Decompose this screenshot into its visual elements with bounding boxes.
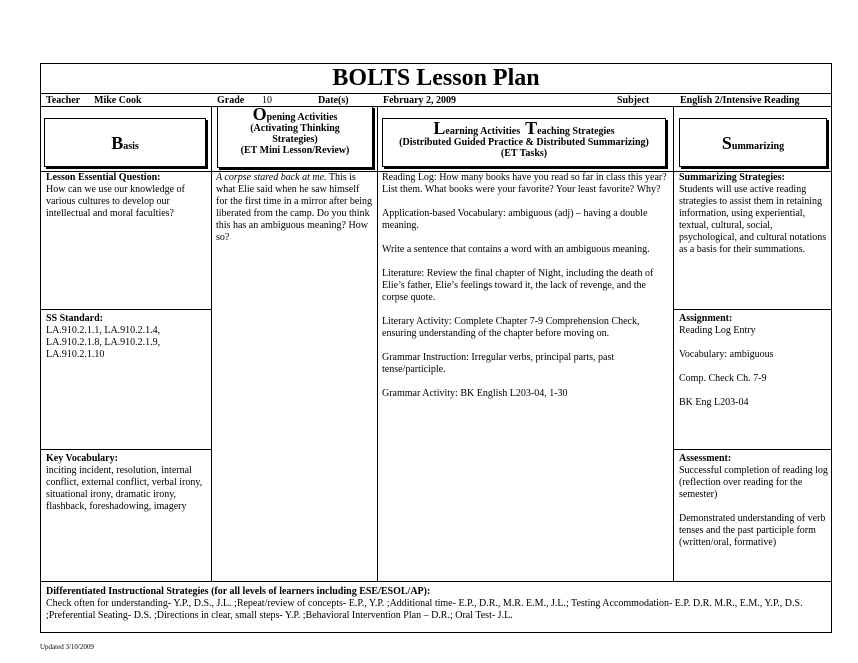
grade-value: 10 xyxy=(262,95,272,106)
teacher-name: Mike Cook xyxy=(94,95,142,106)
learning-line2: (Distributed Guided Practice & Distributed Summarizing) xyxy=(399,137,649,148)
key-vocabulary-line2: situational irony, dramatic irony, flashback, foreshadowing, imagery xyxy=(46,489,187,512)
opening-quote: A corpse stared back at me. xyxy=(216,172,327,183)
summarizing-rest: ummarizing xyxy=(731,141,785,152)
learning-paragraph-7: Grammar Activity: BK English L203-04, 1-30 xyxy=(382,388,568,399)
title-divider xyxy=(40,93,832,94)
header-divider xyxy=(40,106,832,107)
teaching-initial: T xyxy=(525,118,538,138)
ss-standard-line3: LA.910.2.1.10 xyxy=(46,349,105,360)
opening-text: This is what Elie said when he saw himself for the first time in a mirror after being liberated from the camp. Do you think this has an ambiguous meaning? How so? xyxy=(216,172,373,243)
learning-initial: L xyxy=(433,118,446,138)
ss-standard-line1: LA.910.2.1.1, LA.910.2.1.4, xyxy=(46,325,161,336)
basis-initial: B xyxy=(111,133,124,153)
essential-question-text: How can we use our knowledge of various cultures to develop our intellectual and moral faculties? xyxy=(46,184,185,219)
assignment-item-2: Vocabulary: ambiguous xyxy=(679,349,774,360)
assignment-item-4: BK Eng L203-04 xyxy=(679,397,749,408)
learning-rest: earning Activities xyxy=(445,126,521,137)
differentiated-text: Check often for understanding- Y.P., D.S., J.L. ;Repeat/review of concepts- E.P., Y.P. ;Additional time- E.P., D.R., M.R. E.M., J.L.; Testing Accommodation- E.P. D.R. M.R., E.M., Y.P., D.S. ;Preferential Seating- D.S. ;Directions in clear, small steps- Y.P. ;Behavioral Intervention Plan – D.R.; Oral Test- J.L. xyxy=(46,598,803,621)
assignment-item-3: Comp. Check Ch. 7-9 xyxy=(679,373,767,384)
teaching-rest: eaching Strategies xyxy=(537,126,615,137)
key-vocabulary-line1: inciting incident, resolution, internal conflict, external conflict, verbal irony, xyxy=(46,465,203,488)
assessment-cell xyxy=(679,453,829,549)
assessment-label: Assessment: xyxy=(679,453,732,464)
summarizing-initial: S xyxy=(721,133,732,153)
assignment-cell xyxy=(679,313,829,409)
summarizing-strategies-label: Summarizing Strategies: xyxy=(679,172,785,183)
differentiated-label: Differentiated Instructional Strategies (for all levels of learners including ESE/ESOL/AP): xyxy=(46,586,431,597)
updated-footer: Updated 3/10/2009 xyxy=(40,643,94,651)
col-divider-3 xyxy=(673,106,674,581)
learning-paragraph-6: Grammar Instruction: Irregular verbs, principal parts, past tense/participle. xyxy=(382,352,615,375)
opening-line4: (ET Mini Lesson/Review) xyxy=(240,145,350,156)
date-value: February 2, 2009 xyxy=(383,95,457,106)
opening-line3: Strategies) xyxy=(272,134,318,145)
opening-heading xyxy=(217,106,373,168)
opening-rest: pening Activities xyxy=(266,112,338,123)
learning-line3: (ET Tasks) xyxy=(500,148,548,159)
key-vocabulary-cell xyxy=(46,453,206,513)
dates-label: Date(s) xyxy=(318,95,349,106)
ss-standard-line2: LA.910.2.1.8, LA.910.2.1.9, xyxy=(46,337,161,348)
col-divider-1 xyxy=(211,106,212,581)
differentiated-cell xyxy=(46,586,828,622)
essential-question-label: Lesson Essential Question: xyxy=(46,172,161,183)
basis-heading xyxy=(44,118,206,167)
col-divider-2 xyxy=(377,106,378,581)
learning-paragraph-2: Application-based Vocabulary: ambiguous (adj) – having a double meaning. xyxy=(382,208,648,231)
opening-initial: O xyxy=(252,104,267,124)
teacher-label: Teacher xyxy=(46,95,81,106)
opening-line2: (Activating Thinking xyxy=(250,123,340,134)
summary-divider-2 xyxy=(673,449,832,450)
basis-divider-1 xyxy=(40,309,211,310)
learning-paragraph-5: Literary Activity: Complete Chapter 7-9 Comprehension Check, ensuring understanding of the chapter before moving on. xyxy=(382,316,640,339)
summary-divider-1 xyxy=(673,309,832,310)
assignment-label: Assignment: xyxy=(679,313,733,324)
basis-divider-2 xyxy=(40,449,211,450)
learning-heading xyxy=(382,118,666,167)
essential-question-cell xyxy=(46,172,206,220)
learning-paragraph-3: Write a sentence that contains a word with an ambiguous meaning. xyxy=(382,244,650,255)
learning-activities-cell xyxy=(382,172,670,400)
subject-value: English 2/Intensive Reading xyxy=(680,95,800,106)
assessment-item-1: Successful completion of reading log (reflection over reading for the semester) xyxy=(679,465,828,500)
basis-rest: asis xyxy=(123,141,139,152)
ss-standard-cell xyxy=(46,313,206,361)
opening-activity-cell xyxy=(216,172,373,244)
summarizing-strategies-cell xyxy=(679,172,829,256)
learning-paragraph-1: Reading Log: How many books have you read so far in class this year? List them. What books were your favorite? Your least favorite? Why? xyxy=(382,172,667,195)
summarizing-heading xyxy=(679,118,827,167)
grade-label: Grade xyxy=(217,95,245,106)
assignment-item-1: Reading Log Entry xyxy=(679,325,756,336)
ss-standard-label: SS Standard: xyxy=(46,313,103,324)
bottom-divider xyxy=(40,581,832,582)
assessment-item-2: Demonstrated understanding of verb tenses and the past participle form (written/oral, formative) xyxy=(679,513,826,548)
page-title: BOLTS Lesson Plan xyxy=(332,65,540,91)
learning-paragraph-4: Literature: Review the final chapter of Night, including the death of Elie’s father, Elie’s feelings toward it, the lack of revenge, and the corpse quote. xyxy=(382,268,654,303)
key-vocabulary-label: Key Vocabulary: xyxy=(46,453,118,464)
subject-label: Subject xyxy=(617,95,650,106)
summarizing-strategies-text: Students will use active reading strategies to assist them in retaining information, using experiential, textual, cultural, social, psychological, and cultural notations as a basis for their summations. xyxy=(679,184,827,255)
